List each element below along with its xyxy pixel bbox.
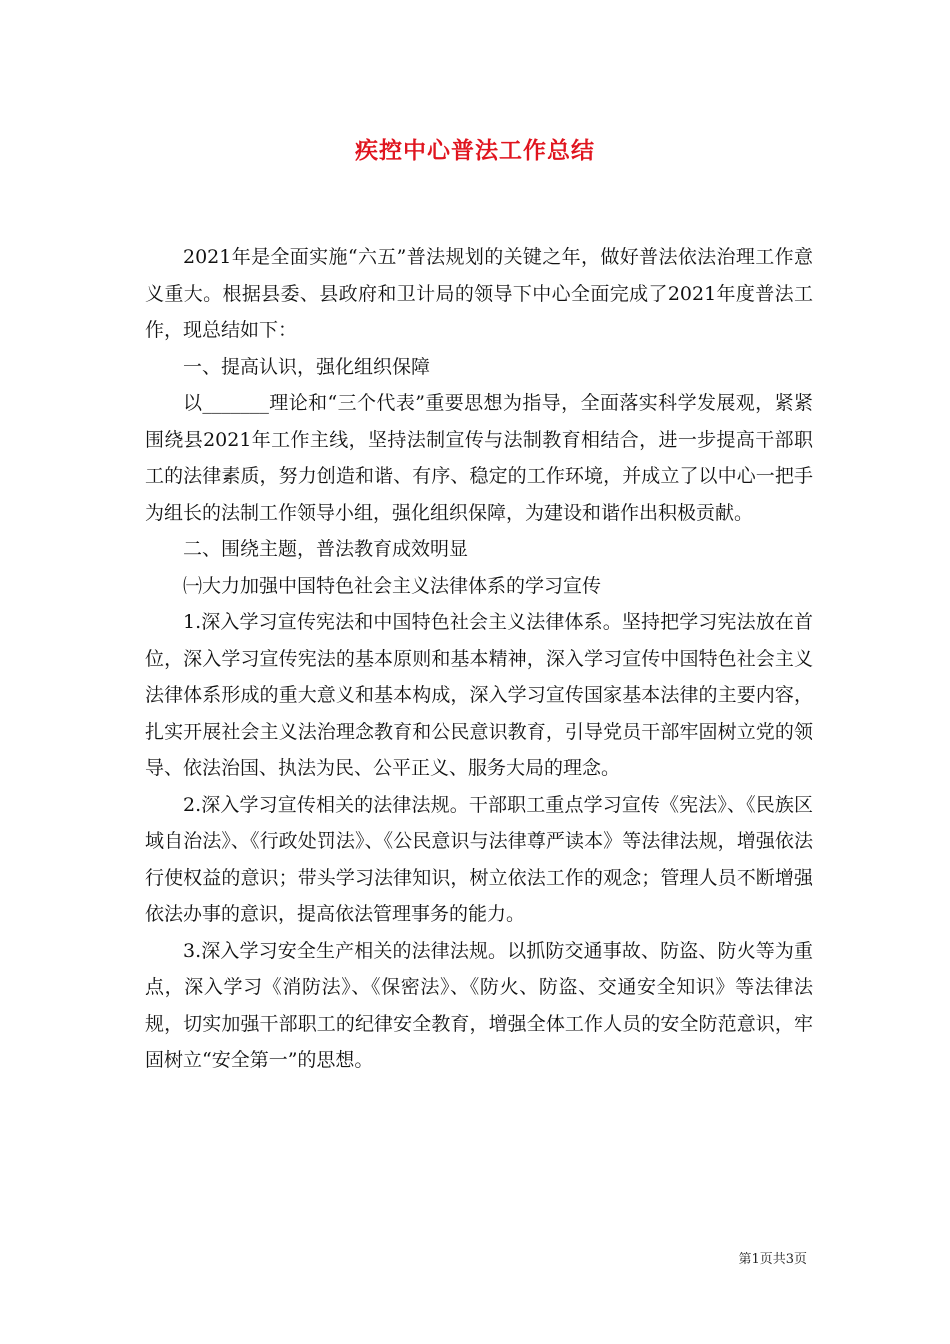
page-number-footer: 第1页共3页	[738, 1252, 807, 1267]
intro-paragraph: 2021年是全面实施“六五”普法规划的关键之年，做好普法依法治理工作意义重大。根据县委、县政府和卫计局的领导下中心全面完成了2021年度普法工作，现总结如下：	[145, 246, 813, 341]
item-2-paragraph: 2.深入学习宣传相关的法律法规。干部职工重点学习宣传《宪法》、《民族区域自治法》、《行政处罚法》、《公民意识与法律尊严读本》等法律法规，增强依法行使权益的意识；带头学习法律知识，树立依法工作的观念；管理人员不断增强依法办事的意识，提高依法管理事务的能力。	[145, 793, 813, 925]
section-heading-2: 二、围绕主题，普法教育成效明显	[183, 538, 469, 560]
section-heading-1: 一、提高认识，强化组织保障	[183, 355, 431, 378]
subsection-heading-1: ㈠大力加强中国特色社会主义法律体系的学习宣传	[183, 574, 602, 597]
section-1-paragraph: 以_______理论和“三个代表”重要思想为指导，全面落实科学发展观，紧紧围绕县2021年工作主线，坚持法制宣传与法制教育相结合，进一步提高干部职工的法律素质，努力创造和谐、有序、稳定的工作环境，并成立了以中心一把手为组长的法制工作领导小组，强化组织保障，为建设和谐作出积极贡献。	[145, 392, 813, 524]
document-body	[145, 239, 813, 1079]
document-title: 疾控中心普法工作总结	[355, 137, 595, 164]
item-1-paragraph: 1.深入学习宣传宪法和中国特色社会主义法律体系。坚持把学习宪法放在首位，深入学习宣传宪法的基本原则和基本精神，深入学习宣传中国特色社会主义法律体系形成的重大意义和基本构成，深入学习宣传国家基本法律的主要内容，扎实开展社会主义法治理念教育和公民意识教育，引导党员干部牢固树立党的领导、依法治国、执法为民、公平正义、服务大局的理念。	[145, 611, 813, 779]
item-3-paragraph: 3.深入学习安全生产相关的法律法规。以抓防交通事故、防盗、防火等为重点，深入学习《消防法》、《保密法》、《防火、防盗、交通安全知识》等法律法规，切实加强干部职工的纪律安全教育，增强全体工作人员的安全防范意识，牢固树立“安全第一”的思想。	[145, 939, 813, 1071]
